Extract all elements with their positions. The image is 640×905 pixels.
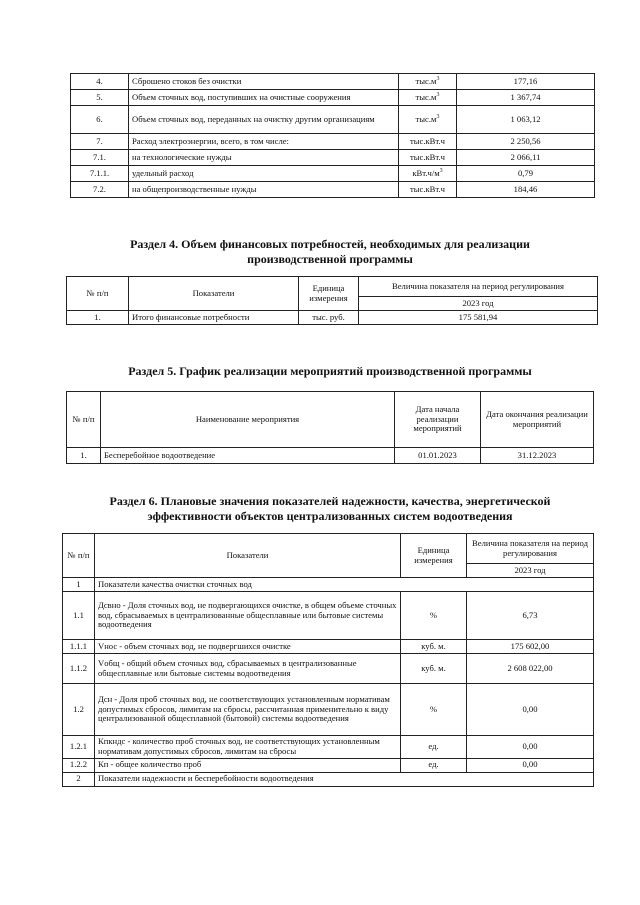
unit-text: тыс.кВт.ч (410, 183, 445, 194)
group-name: Показатели качества очистки сточных вод (95, 578, 594, 592)
row-num: 1.2.2 (63, 758, 95, 772)
col-num: № п/п (67, 392, 101, 448)
unit-text: тыс.м (415, 113, 437, 124)
row-name: Объем сточных вод, поступивших на очистные сооружения (129, 90, 399, 106)
table-row (63, 736, 594, 759)
col-year: 2023 год (359, 297, 598, 311)
section-4-title: Раздел 4. Объем финансовых потребностей, необходимых для реализации производственной программы (130, 237, 530, 266)
schedule-table (66, 391, 594, 464)
row-unit (399, 106, 457, 134)
row-unit: % (401, 684, 467, 736)
row-value: 0,79 (457, 166, 595, 182)
finance-table (66, 276, 598, 325)
col-value: Величина показателя на период регулирования (359, 277, 598, 297)
table-row (63, 684, 594, 736)
row-unit: ед. (401, 736, 467, 759)
table-row (71, 166, 595, 182)
row-value: 2 250,56 (457, 134, 595, 150)
row-unit (399, 90, 457, 106)
row-num: 7.1. (71, 150, 129, 166)
row-value: 6,73 (467, 592, 594, 640)
table-row (71, 150, 595, 166)
row-unit (399, 74, 457, 90)
row-value: 1 063,12 (457, 106, 595, 134)
row-unit: % (401, 592, 467, 640)
table-row (71, 74, 595, 90)
row-name: Расход электроэнергии, всего, в том числе: (129, 134, 399, 150)
unit-superscript: 3 (436, 92, 440, 99)
unit-superscript: 3 (436, 76, 440, 83)
group-name: Показатели надежности и бесперебойности водоотведения (95, 772, 594, 786)
row-num: 6. (71, 106, 129, 134)
row-unit: тыс. руб. (299, 311, 359, 325)
unit-superscript: 3 (439, 168, 443, 175)
row-start: 01.01.2023 (395, 448, 481, 464)
row-name: Объем сточных вод, переданных на очистку другим организациям (129, 106, 399, 134)
row-num: 1.2.1 (63, 736, 95, 759)
col-num: № п/п (63, 534, 95, 578)
row-num: 1. (67, 311, 129, 325)
col-year: 2023 год (467, 564, 594, 578)
row-value: 0,00 (467, 736, 594, 759)
row-num: 4. (71, 74, 129, 90)
row-num: 1.1 (63, 592, 95, 640)
table-row (71, 90, 595, 106)
row-num: 1 (63, 578, 95, 592)
row-name: Кп - общее количество проб (95, 758, 401, 772)
table-row (63, 592, 594, 640)
row-name: Кпкндс - количество проб сточных вод, не соответствующих установленным нормативам допустимых сбросов, лимитам на сбросы (95, 736, 401, 759)
col-num: № п/п (67, 277, 129, 311)
unit-text: тыс.м (415, 91, 437, 102)
row-name: Vобщ - общий объем сточных вод, сбрасываемых в централизованные общесплавные или бытовые системы водоотведения (95, 654, 401, 684)
row-value: 0,00 (467, 758, 594, 772)
table-row (71, 182, 595, 198)
table-row (71, 106, 595, 134)
row-name: Дсвно - Доля сточных вод, не подвергающихся очистке, в общем объеме сточных вод, сбрасываемых в централизованные общесплавные или бытовые системы водоотведения (95, 592, 401, 640)
row-value: 2 066,11 (457, 150, 595, 166)
col-indicators: Показатели (129, 277, 299, 311)
row-num: 2 (63, 772, 95, 786)
group-row (63, 578, 594, 592)
row-name: Итого финансовые потребности (129, 311, 299, 325)
section-6-title: Раздел 6. Плановые значения показателей надежности, качества, энергетической эффективности объектов централизованных систем водоотведения (109, 494, 551, 523)
row-num: 1.1.2 (63, 654, 95, 684)
row-value: 177,16 (457, 74, 595, 90)
row-unit: куб. м. (401, 654, 467, 684)
table-row (63, 654, 594, 684)
col-indicators: Показатели (95, 534, 401, 578)
col-unit: Единица измерения (299, 277, 359, 311)
row-unit (399, 182, 457, 198)
row-name: на технологические нужды (129, 150, 399, 166)
group-row (63, 772, 594, 786)
row-unit: куб. м. (401, 640, 467, 654)
row-unit: ед. (401, 758, 467, 772)
table-row (71, 134, 595, 150)
continuation-table (70, 73, 595, 198)
row-num: 1.1.1 (63, 640, 95, 654)
row-value: 175 602,00 (467, 640, 594, 654)
row-value: 175 581,94 (359, 311, 598, 325)
row-unit (399, 166, 457, 182)
table-row (63, 758, 594, 772)
table-row (63, 640, 594, 654)
col-value: Величина показателя на период регулирования (467, 534, 594, 564)
row-num: 1.2 (63, 684, 95, 736)
row-num: 7. (71, 134, 129, 150)
unit-text: тыс.кВт.ч (410, 151, 445, 162)
row-num: 7.2. (71, 182, 129, 198)
table-row (67, 311, 598, 325)
table-row (67, 448, 594, 464)
col-measure-name: Наименование мероприятия (101, 392, 395, 448)
unit-text: кВт.ч/м (412, 167, 440, 178)
row-value: 2 608 022,00 (467, 654, 594, 684)
row-value: 0,00 (467, 684, 594, 736)
unit-superscript: 3 (436, 114, 440, 121)
row-value: 1 367,74 (457, 90, 595, 106)
row-name: удельный расход (129, 166, 399, 182)
indicators-table (62, 533, 594, 787)
row-value: 184,46 (457, 182, 595, 198)
row-num: 5. (71, 90, 129, 106)
unit-text: тыс.кВт.ч (410, 135, 445, 146)
unit-text: тыс.м (415, 75, 437, 86)
row-name: Vнос - объем сточных вод, не подвергшихся очистке (95, 640, 401, 654)
row-name: Бесперебойное водоотведение (101, 448, 395, 464)
row-unit (399, 134, 457, 150)
col-start-date: Дата начала реализации мероприятий (395, 392, 481, 448)
col-unit: Единица измерения (401, 534, 467, 578)
row-end: 31.12.2023 (481, 448, 594, 464)
row-num: 1. (67, 448, 101, 464)
col-end-date: Дата окончания реализации мероприятий (481, 392, 594, 448)
row-unit (399, 150, 457, 166)
row-name: Сброшено стоков без очистки (129, 74, 399, 90)
row-name: на общепроизводственные нужды (129, 182, 399, 198)
row-name: Дсн - Доля проб сточных вод, не соответствующих установленным нормативам допустимых сбросов, лимитам на сбросы, рассчитанная применительно к виду централизованной общесплавной (бытовой) системы водоотведения (95, 684, 401, 736)
row-num: 7.1.1. (71, 166, 129, 182)
section-5-title: Раздел 5. График реализации мероприятий производственной программы (128, 364, 532, 378)
